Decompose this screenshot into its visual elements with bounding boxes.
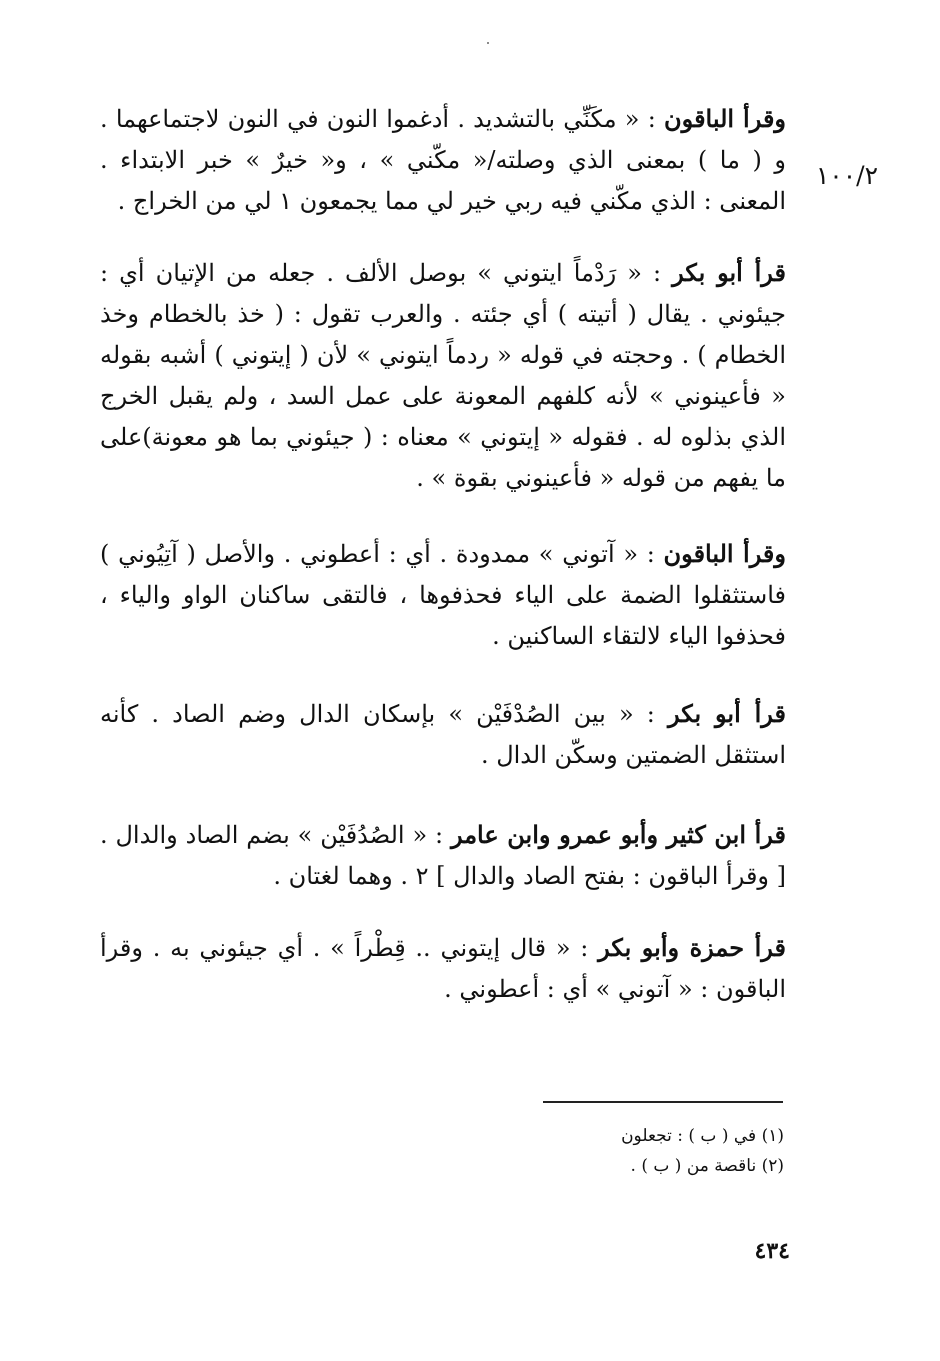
paragraph-4-lead: قرأ أبو بكر (668, 699, 787, 728)
paragraph-5 (100, 814, 786, 897)
paragraph-1-lead: وقرأ الباقون (664, 104, 787, 133)
footnote-1: (١) في ( ب ) : تجعلون (621, 1126, 784, 1146)
paragraph-5-text: : « الصُدُفَيْن » بضم الصاد والدال . [ وقرأ الباقون : بفتح الصاد والدال ] ٢ . وهما لغتان . (100, 821, 786, 890)
paragraph-2-text: : « رَدْماً ايتوني » بوصل الألف . جعله من الإتيان أي : جيئوني . يقال ( أتيته ) أي جئته . والعرب تقول : ( خذ بالخطام وخذ الخطام ) . وحجته في قوله « ردماً ايتوني » لأن ( إيتوني ) أشبه بقوله « فأعينوني » لأنه كلفهم المعونة على عمل السد ، ولم يقبل الخرج الذي بذلوه له . فقوله « إيتوني » معناه : ( جيئوني بما هو معونة)على ما يفهم من قوله « فأعينوني بقوة » . (100, 259, 786, 492)
footnotes (400, 1121, 784, 1181)
paragraph-6 (100, 927, 786, 1010)
paragraph-6-text: : « قال إيتوني .. قِطْراً » . أي جيئوني به . وقرأ الباقون : « آتوني » أي : أعطوني . (100, 934, 786, 1003)
scan-speck (487, 42, 489, 44)
paragraph-2 (100, 252, 786, 499)
paragraph-2-lead: قرأ أبو بكر (672, 258, 787, 287)
paragraph-3-text: : « آتوني » ممدودة . أي : أعطوني . والأصل ( آتِيُوني ) فاستثقلوا الضمة على الياء فحذفوها ، فالتقى ساكنان الواو والياء ، فحذفوا الياء لالتقاء الساكنين . (100, 540, 786, 650)
margin-manuscript-reference: ١٠٠/٢ (815, 161, 878, 190)
paragraph-6-lead: قرأ حمزة وأبو بكر (598, 933, 786, 962)
page-number: ٤٣٤ (754, 1238, 790, 1264)
paragraph-1 (100, 98, 786, 222)
footnote-divider (543, 1101, 783, 1103)
paragraph-5-lead: قرأ ابن كثير وأبو عمرو وابن عامر (450, 820, 786, 849)
paragraph-4-text: : « بين الصُدْفَيْن » بإسكان الدال وضم الصاد . كأنه استثقل الضمتين وسكّن الدال . (100, 700, 786, 769)
paragraph-3 (100, 533, 786, 657)
footnote-2: (٢) ناقصة من ( ب ) . (630, 1156, 784, 1176)
paragraph-4 (100, 693, 786, 776)
paragraph-1-text: : « مكَنِّي بالتشديد . أدغموا النون في النون لاجتماعهما . و ( ما ) بمعنى الذي وصلته/« مكّني » ، و« خيرٌ » خبر الابتداء . المعنى : الذي مكّني فيه ربي خير لي مما يجمعون ١ لي من الخراج . (100, 105, 786, 215)
main-text (100, 98, 786, 1010)
paragraph-3-lead: وقرأ الباقون (663, 539, 786, 568)
